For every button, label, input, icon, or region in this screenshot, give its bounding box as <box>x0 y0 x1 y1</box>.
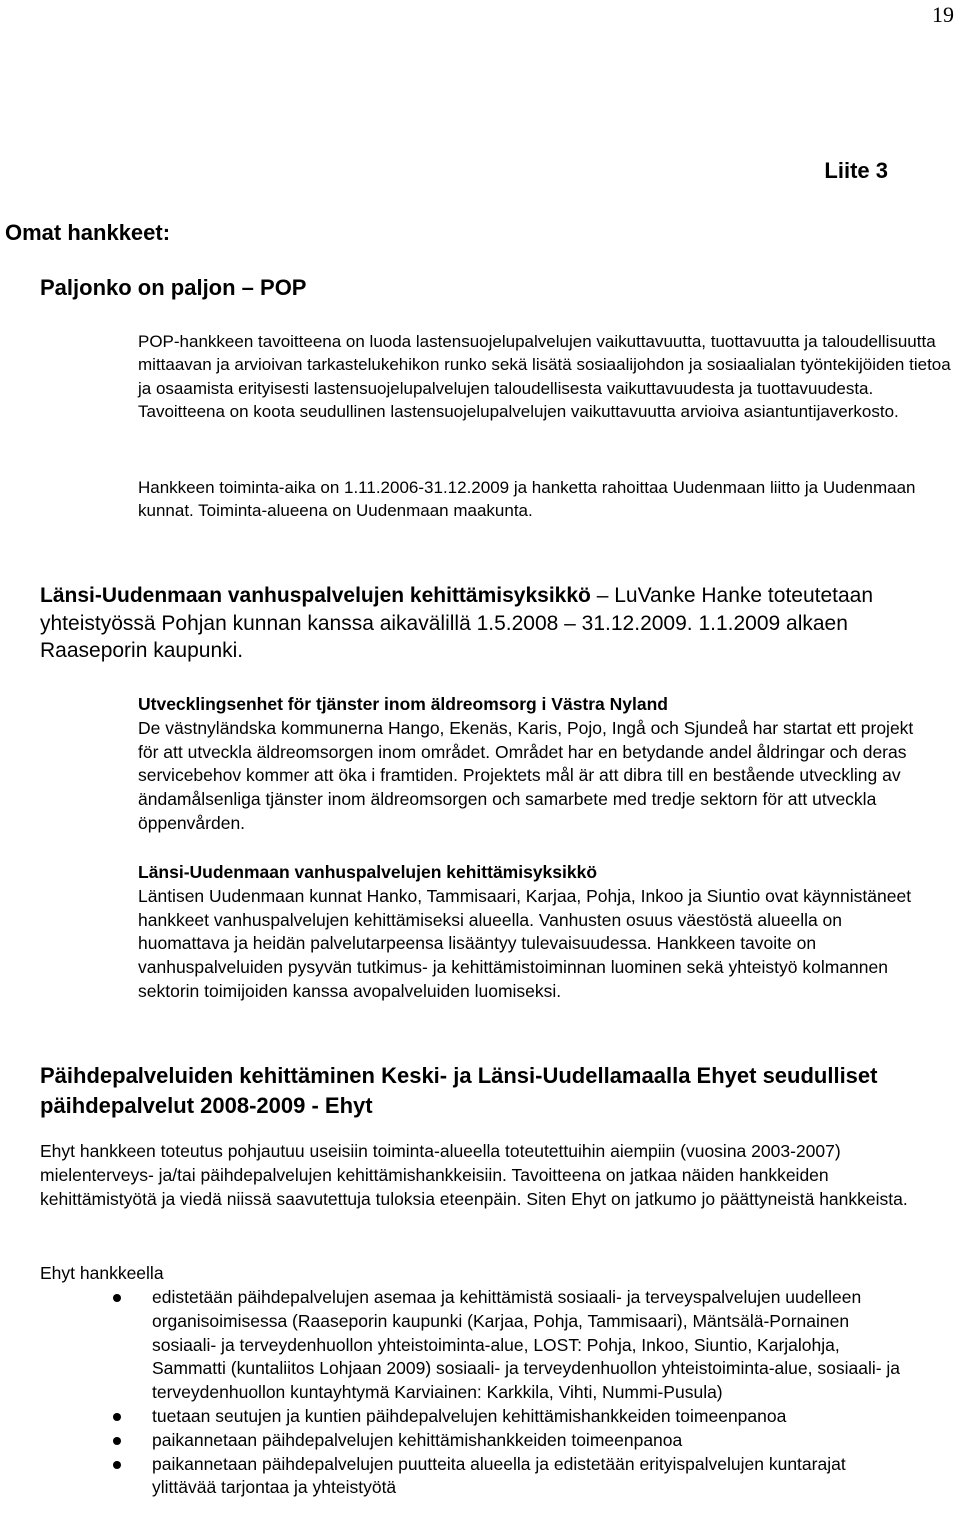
pop-paragraph-2: Hankkeen toiminta-aika on 1.11.2006-31.12.2009 ja hanketta rahoittaa Uudenmaan liitto ja Uudenmaan kunnat. Toiminta-alueena on Uudenmaan maakunta. <box>138 478 916 521</box>
luvanke-heading-bold: Länsi-Uudenmaan vanhuspalvelujen kehittämisyksikkö <box>40 584 591 607</box>
finnish-paragraph: Läntisen Uudenmaan kunnat Hanko, Tammisaari, Karjaa, Pohja, Inkoo ja Siuntio ovat käynnistäneet hankkeet vanhuspalvelujen kehittämiseksi alueella. Vanhusten osuus väestöstä alueella on huomattava ja heidän palvelutarpeensa lisääntyy tulevaisuudessa. Hankkeen tavoite on vanhuspalveluiden pysyvän tutkimus- ja kehittämistoiminnan luominen sekä yhteistyö kolmannen sektorin toimijoiden kanssa avopalveluiden luomiseksi. <box>138 885 912 1001</box>
appendix-label: Liite 3 <box>824 158 888 183</box>
main-heading: Omat hankkeet: <box>5 220 171 245</box>
list-item: edistetään päihdepalvelujen asemaa ja kehittämistä sosiaali- ja terveyspalvelujen uudelleen organisoimisessa (Raaseporin kaupunki (Karjaa, Pohja, Tammisaari), Mäntsälä-Pornainen sosiaali- ja terveydenhuollon yhteistoiminta-alue, LOST: Pohja, Inkoo, Siuntio, Karjalohja, Sammatti (kuntaliitos Lohjaan 2009) sosiaali- ja terveydenhuollon yhteistoiminta-alue, sosiaali- ja terveydenhuollon kuntayhtymä Karviainen: Karkkila, Vihti, Nummi-Pusula) <box>113 1286 913 1405</box>
list-item: paikannetaan päihdepalvelujen puutteita alueella ja edistetään erityispalvelujen kuntarajat ylittävää tarjontaa ja yhteistyötä <box>113 1453 913 1501</box>
pop-heading: Paljonko on paljon – POP <box>40 275 307 300</box>
luvanke-heading <box>40 582 945 665</box>
bullet-icon <box>113 1413 121 1421</box>
ehyt-paragraph: Ehyt hankkeen toteutus pohjautuu useisiin toiminta-alueella toteutettuihin aiempiin (vuosina 2003-2007) mielenterveys- ja/tai päihdepalvelujen kehittämishankkeisiin. Tavoitteena on jatkaa näiden hankkeiden kehittämistyötä ja viedä niissä saavutettuja tuloksia eteenpäin. Siten Ehyt on jatkumo jo päättyneistä hankkeista. <box>40 1141 908 1209</box>
swedish-heading: Utvecklingsenhet för tjänster inom äldreomsorg i Västra Nyland <box>138 694 668 714</box>
finnish-heading: Länsi-Uudenmaan vanhuspalvelujen kehittämisyksikkö <box>138 862 598 882</box>
list-item: paikannetaan päihdepalvelujen kehittämishankkeiden toimeenpanoa <box>113 1429 913 1453</box>
swedish-paragraph: De västnyländska kommunerna Hango, Ekenäs, Karis, Pojo, Ingå och Sjundeå har startat ett projekt för att utveckla äldreomsorgen inom området. Området har en betydande andel åldringar och deras servicebehov kommer att öka i framtiden. Projektets mål är att dibra till en bestående utveckling av ändamålsenliga tjänster inom äldreomsorgen och samarbete med tredje sektorn för att utveckla öppenvården. <box>138 717 914 833</box>
ehyt-bullet-list <box>113 1286 913 1500</box>
bullet-icon <box>113 1437 121 1445</box>
pop-paragraph-1: POP-hankkeen tavoitteena on luoda lastensuojelupalvelujen vaikuttavuutta, tuottavuutta ja taloudellisuutta mittaavan ja arvioivan tarkastelukehikon runko sekä lisätä sosiaalijohdon ja sosiaalialan työntekijöiden tietoa ja osaamista erityisesti lastensuojelupalvelujen taloudellisesta vaikuttavuudesta ja tuottavuudesta. Tavoitteena on koota seudullinen lastensuojelupalvelujen vaikuttavuutta arvioiva asiantuntijaverkosto. <box>138 332 951 422</box>
swedish-section <box>138 693 938 836</box>
ehyt-heading: Päihdepalveluiden kehittäminen Keski- ja Länsi-Uudellamaalla Ehyet seudulliset päihdepalvelut 2008-2009 - Ehyt <box>40 1063 878 1118</box>
page-number: 19 <box>932 2 954 27</box>
luvanke-heading-rest: – LuVanke Hanke toteutetaan yhteistyössä Pohjan kunnan kanssa aikavälillä 1.5.2008 – 31.12.2009. 1.1.2009 alkaen Raaseporin kaupunki. <box>40 584 874 662</box>
bullet-icon <box>113 1294 121 1302</box>
finnish-section <box>138 861 938 1004</box>
list-item: tuetaan seutujen ja kuntien päihdepalvelujen kehittämishankkeiden toimeenpanoa <box>113 1405 913 1429</box>
bullet-icon <box>113 1461 121 1469</box>
ehyt-list-intro: Ehyt hankkeella <box>40 1263 164 1283</box>
